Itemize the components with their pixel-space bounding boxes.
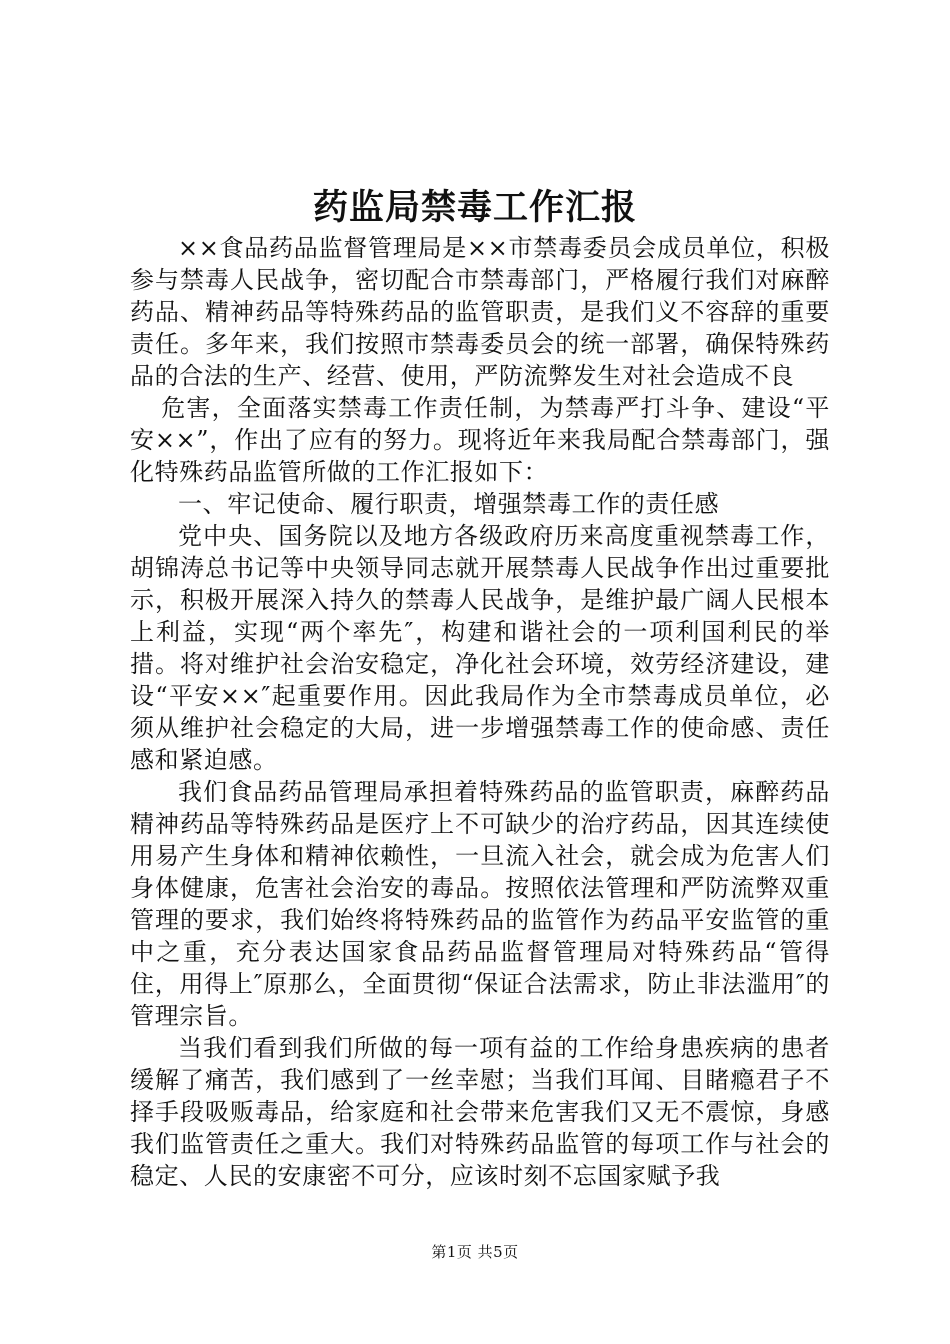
paragraph-continuation: 危害，全面落实禁毒工作责任制，为禁毒严打斗争、建设“平安××”，作出了应有的努力。现将近年来我局配合禁毒部门，强化特殊药品监管所做的工作汇报如下： <box>130 394 830 486</box>
paragraph-intro: ××食品药品监督管理局是××市禁毒委员会成员单位，积极参与禁毒人民战争，密切配合市禁毒部门，严格履行我们对麻醉药品、精神药品等特殊药品的监管职责，是我们义不容辞的重要责任。多年来，我们按照市禁毒委员会的统一部署，确保特殊药品的合法的生产、经营、使用，严防流弊发生对社会造成不良 <box>130 234 830 390</box>
document-title: 药监局禁毒工作汇报 <box>312 187 637 228</box>
paragraph-responsibility: 当我们看到我们所做的每一项有益的工作给身患疾病的患者缓解了痛苦，我们感到了一丝幸慰；当我们耳闻、目睹瘾君子不择手段吸贩毒品，给家庭和社会带来危害我们又无不震惊，身感我们监管责任之重大。我们对特殊药品监管的每项工作与社会的稳定、人民的安康密不可分，应该时刻不忘国家赋予我 <box>130 1034 830 1190</box>
page-footer: 第1页 共5页 <box>431 1243 519 1261</box>
paragraph-special-drugs: 我们食品药品管理局承担着特殊药品的监管职责，麻醉药品精神药品等特殊药品是医疗上不可缺少的治疗药品，因其连续使用易产生身体和精神依赖性，一旦流入社会，就会成为危害人们身体健康，危害社会治安的毒品。按照依法管理和严防流弊双重管理的要求，我们始终将特殊药品的监管作为药品平安监管的重中之重，充分表达国家食品药品监督管理局对特殊药品“管得住，用得上″原那么，全面贯彻“保证合法需求，防止非法滥用″的管理宗旨。 <box>130 778 830 1030</box>
document-body <box>130 232 830 1192</box>
section-heading-1: 一、牢记使命、履行职责，增强禁毒工作的责任感 <box>178 490 720 518</box>
paragraph-central-policy: 党中央、国务院以及地方各级政府历来高度重视禁毒工作，胡锦涛总书记等中央领导同志就开展禁毒人民战争作出过重要批示，积极开展深入持久的禁毒人民战争，是维护最广阔人民根本上利益，实现“两个率先″，构建和谐社会的一项利国利民的举措。将对维护社会治安稳定，净化社会环境，效劳经济建设，建设“平安××″起重要作用。因此我局作为全市禁毒成员单位，必须从维护社会稳定的大局，进一步增强禁毒工作的使命感、责任感和紧迫感。 <box>130 522 830 774</box>
